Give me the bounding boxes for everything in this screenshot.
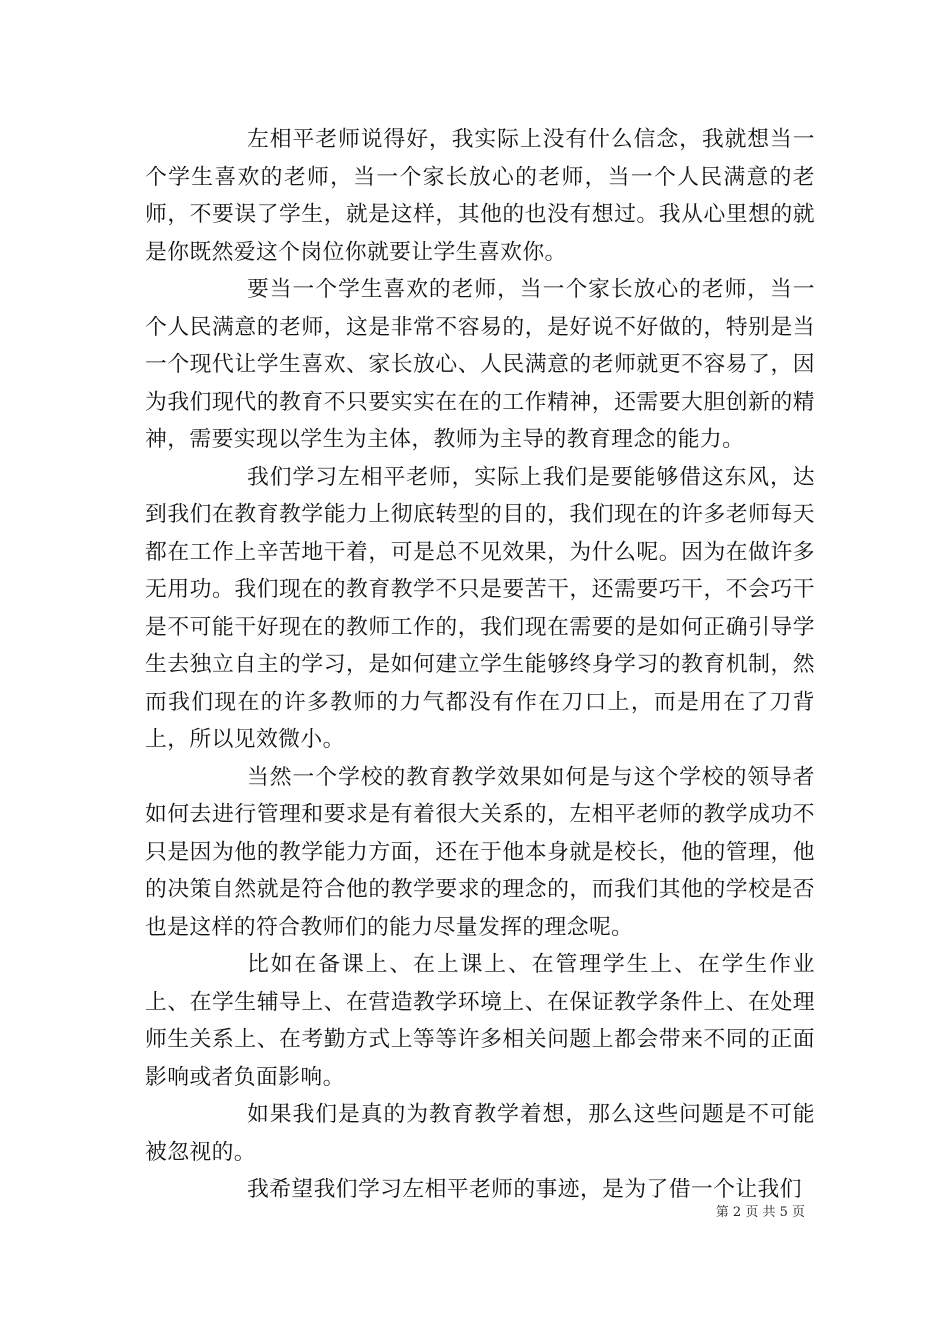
paragraph-3: 我们学习左相平老师，实际上我们是要能够借这东风，达到我们在教育教学能力上彻底转型的目的，我们现在的许多老师每天都在工作上辛苦地干着，可是总不见效果，为什么呢。因为在做许多无用功。我们现在的教育教学不只是要苦干，还需要巧干，不会巧干是不可能干好现在的教师工作的，我们现在需要的是如何正确引导学生去独立自主的学习，是如何建立学生能够终身学习的教育机制，然而我们现在的许多教师的力气都没有作在刀口上，而是用在了刀背上，所以见效微小。 bbox=[145, 464, 815, 752]
paragraph-2: 要当一个学生喜欢的老师，当一个家长放心的老师，当一个人民满意的老师，这是非常不容易的，是好说不好做的，特别是当一个现代让学生喜欢、家长放心、人民满意的老师就更不容易了，因为我们现代的教育不只要实实在在的工作精神，还需要大胆创新的精神，需要实现以学生为主体，教师为主导的教育理念的能力。 bbox=[145, 277, 815, 452]
paragraph-5: 比如在备课上、在上课上、在管理学生上、在学生作业上、在学生辅导上、在营造教学环境上、在保证教学条件上、在处理师生关系上、在考勤方式上等等许多相关问题上都会带来不同的正面影响或者负面影响。 bbox=[145, 952, 815, 1090]
paragraph-7: 我希望我们学习左相平老师的事迹，是为了借一个让我们 bbox=[247, 1177, 802, 1202]
paragraph-6: 如果我们是真的为教育教学着想，那么这些问题是不可能被忽视的。 bbox=[145, 1102, 815, 1165]
page-number-footer: 第 2 页 共 5 页 bbox=[715, 1205, 805, 1220]
body-text bbox=[145, 121, 815, 1209]
paragraph-1: 左相平老师说得好，我实际上没有什么信念，我就想当一个学生喜欢的老师，当一个家长放心的老师，当一个人民满意的老师，不要误了学生，就是这样，其他的也没有想过。我从心里想的就是你既然爱这个岗位你就要让学生喜欢你。 bbox=[145, 127, 815, 265]
paragraph-4: 当然一个学校的教育教学效果如何是与这个学校的领导者如何去进行管理和要求是有着很大关系的，左相平老师的教学成功不只是因为他的教学能力方面，还在于他本身就是校长，他的管理，他的决策自然就是符合他的教学要求的理念的，而我们其他的学校是否也是这样的符合教师们的能力尽量发挥的理念呢。 bbox=[145, 764, 815, 940]
